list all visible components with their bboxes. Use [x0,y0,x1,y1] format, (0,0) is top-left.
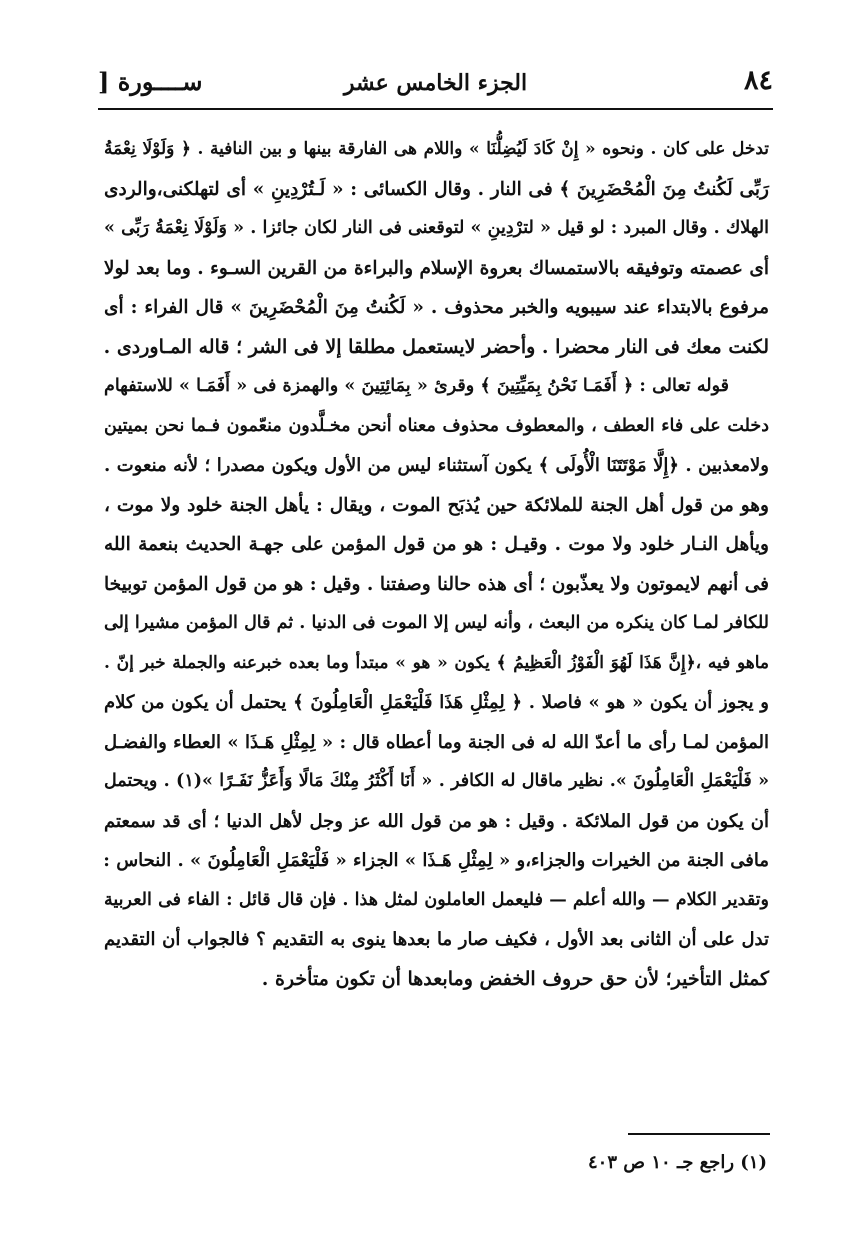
text-line: ويأهل النـار خلود ولا موت . وقيـل : هو من قول المؤمن على جهـة الحديث بنعمة الله [104,534,769,555]
text-line: تدخل على كان . ونحوه « إِنْ كَادَ لَيُضِلُّنَا » واللام هى الفارقة بينها و بين النافية . ﴿ وَلَوْلَا نِعْمَةُ [104,139,769,159]
text-line: الهلاك . وقال المبرد : لو قيل « لترْدِينِ » لتوقعنى فى النار لكان جائزا . « وَلَوْلَا نِعْمَةُ رَبِّى » [104,218,769,238]
text-line: وتقدير الكلام — والله أعلم — فليعمل العاملون لمثل هذا . فإن قال قائل : الفاء فى العربية [104,889,769,910]
text-line: للكافر لمـا كان ينكره من البعث ، وأنه ليس إلا الموت فى الدنيا . ثم قال المؤمن مشيرا إلى [104,613,769,633]
surah-label: ســــورة [ [98,67,203,96]
text-line: مرفوع بالابتداء عند سيبويه والخبر محذوف . « لَكُنتُ مِنَ الْمُحْضَرِينَ » قال الفراء : أى [104,297,769,318]
header-rule [98,108,773,110]
text-line: أن يكون من قول الملائكة . وقيل : هو من قول الله عز وجل لأهل الدنيا ؛ أى قد سمعتم [104,810,769,832]
text-line: أى عصمته وتوفيقه بالاستمساك بعروة الإسلام والبراءة من القرين السـوء . وما بعد لولا [103,257,769,279]
text-line: تدل على أن الثانى بعد الأول ، فكيف صار ما بعدها ينوى به التقديم ؟ فالجواب أن التقديم [104,929,769,950]
footnote-rule [628,1133,770,1135]
text-line: كمثل التأخير؛ لأن حق حروف الخفض ومابعدها أن تكون متأخرة . [261,967,769,990]
text-line: دخلت على فاء العطف ، والمعطوف محذوف معناه أنحن مخـلَّدون منعّمون فـما نحن بميتين [104,415,769,436]
text-line: قوله تعالى : ﴿ أَفَمَـا نَحْنُ بِمَيِّتِينَ ﴾ وقرئ « بِمَائِتِينَ » والهمزة فى « أَفَمَـا » للاستفهام [104,376,729,396]
body-text [104,130,769,999]
text-line: فى أنهم لايموتون ولا يعذّبون ؛ أى هذه حالنا وصفتنا . وقيل : هو من قول المؤمن توبيخا [104,573,769,595]
text-line: رَبِّى لَكُنتُ مِنَ الْمُحْضَرِينَ ﴾ فى النار . وقال الكسائى : « لَـتُرْدِينِ » أى لتهلكنى،والردى [104,178,769,200]
text-line: و يجوز أن يكون « هو » فاصلا . ﴿ لِمِثْلِ هَذَا فَلْيَعْمَلِ الْعَامِلُونَ ﴾ يحتمل أن يكون من كلام [104,692,769,713]
text-line: وهو من قول أهل الجنة للملائكة حين يُذبَح الموت ، ويقال : يأهل الجنة خلود ولا موت ، [104,494,769,516]
text-line: المؤمن لمـا رأى ما أعدّ الله له فى الجنة وما أعطاه قال : « لِمِثْلِ هَـذَا » العطاء والفضـل [104,731,769,753]
page-header [98,62,773,106]
text-line: « فَلْيَعْمَلِ الْعَامِلُونَ ». نظير ماقال له الكافر . « أَنَا أَكْثَرُ مِنْكَ مَالًا وَأَعَزُّ نَفَـرًا »(١) . ويحتمل [104,771,770,791]
footnote: (١) راجع جـ ١٠ ص ٤٠٣ [588,1152,767,1173]
page-number: ٨٤ [743,65,773,96]
text-line: ماهو فيه ،﴿إِنَّ هَذَا لَهُوَ الْفَوْزُ الْعَظِيمُ ﴾ يكون « هو » مبتدأ وما بعده خبرعنه والجملة خبر إنّ . [104,652,769,673]
text-line: ولامعذبين . ﴿إِلَّا مَوْتَتَنَا الْأُولَى ﴾ يكون آستثناء ليس من الأول ويكون مصدرا ؛ لأنه منعوت . [104,455,769,476]
text-line: مافى الجنة من الخيرات والجزاء،و « لِمِثْلِ هَـذَا » الجزاء « فَلْيَعْمَلِ الْعَامِلُونَ » . النحاس : [103,850,769,871]
text-line: لكنت معك فى النار محضرا . وأحضر لايستعمل مطلقا إلا فى الشر ؛ قاله المـاوردى . [103,335,769,358]
running-title: الجزء الخامس عشر [343,70,528,96]
